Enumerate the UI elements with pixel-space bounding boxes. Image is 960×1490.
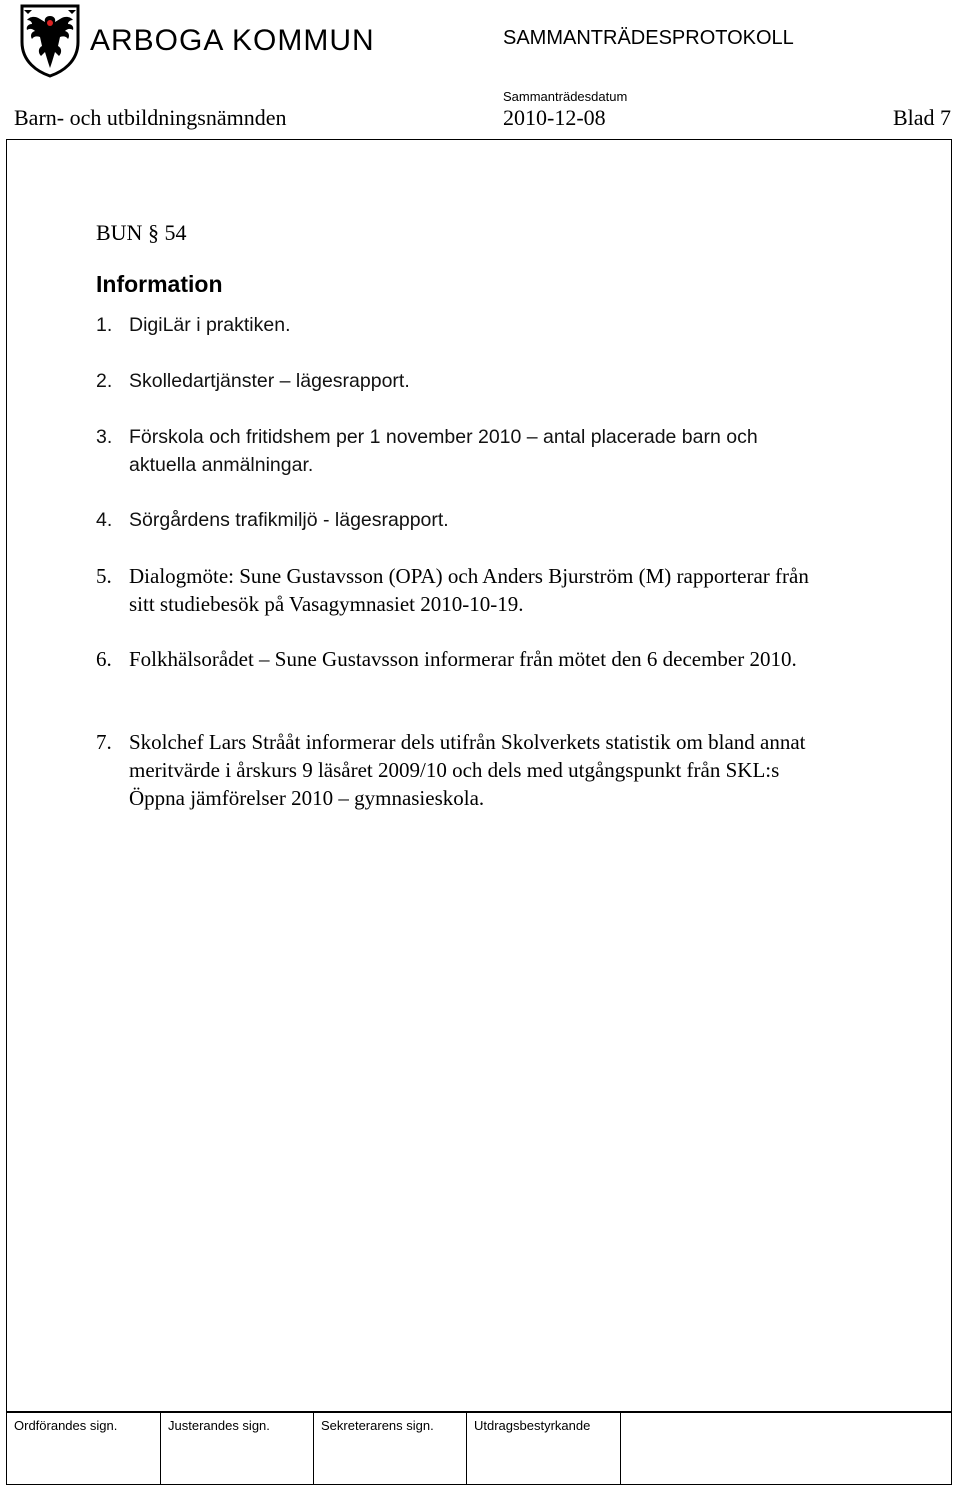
coat-of-arms-icon	[18, 2, 82, 78]
meeting-date-label: Sammanträdesdatum	[503, 89, 628, 104]
list-item-number: 5.	[96, 564, 112, 588]
list-item-number: 6.	[96, 647, 112, 671]
list-item	[96, 728, 816, 812]
list-item	[96, 367, 816, 395]
list-item-text: Skolchef Lars Strååt informerar dels utifrån Skolverkets statistik om bland annat meritvärde i årskurs 9 läsåret 2009/10 och dels med utgångspunkt från SKL:s Öppna jämförelser 2010 – gymnasieskola.	[129, 730, 806, 810]
signature-divider	[313, 1411, 314, 1485]
list-item-text: Dialogmöte: Sune Gustavsson (OPA) och Anders Bjurström (M) rapporterar från sitt studiebesök på Vasagymnasiet 2010-10-19.	[129, 564, 809, 616]
list-item	[96, 506, 816, 534]
list-item-number: 2.	[96, 370, 113, 392]
signature-adjuster-label: Justerandes sign.	[168, 1418, 270, 1433]
list-item-text: Sörgårdens trafikmiljö - lägesrapport.	[129, 509, 449, 531]
signature-divider	[620, 1411, 621, 1485]
list-item-number: 3.	[96, 426, 113, 448]
list-item-number: 4.	[96, 509, 113, 531]
section-id: BUN § 54	[96, 220, 187, 245]
list-item-text: Folkhälsorådet – Sune Gustavsson informerar från mötet den 6 december 2010.	[129, 647, 797, 671]
list-item	[96, 311, 816, 339]
sheet-number: Blad 7	[893, 105, 952, 130]
signature-divider	[466, 1411, 467, 1485]
list-item-text: Skolledartjänster – lägesrapport.	[129, 370, 410, 392]
list-item-number: 7.	[96, 730, 112, 754]
section-heading: Information	[96, 271, 223, 297]
list-item-text: Förskola och fritidshem per 1 november 2010 – antal placerade barn och aktuella anmälningar.	[129, 426, 758, 476]
signature-extract-label: Utdragsbestyrkande	[474, 1418, 591, 1433]
meeting-date: 2010-12-08	[503, 105, 606, 130]
list-item-text: DigiLär i praktiken.	[129, 314, 291, 336]
committee-name: Barn- och utbildningsnämnden	[14, 105, 287, 130]
signature-rule	[6, 1411, 952, 1413]
municipality-name: ARBOGA KOMMUN	[90, 24, 375, 57]
signature-secretary-label: Sekreterarens sign.	[321, 1418, 434, 1433]
list-item	[96, 562, 816, 618]
list-item-number: 1.	[96, 314, 113, 336]
document-type: SAMMANTRÄDESPROTOKOLL	[503, 27, 794, 49]
signature-divider	[160, 1411, 161, 1485]
municipality-logo	[18, 2, 375, 78]
page-frame	[6, 139, 952, 1485]
list-item	[96, 423, 816, 479]
list-item	[96, 645, 816, 673]
signature-chairman-label: Ordförandes sign.	[14, 1418, 118, 1433]
